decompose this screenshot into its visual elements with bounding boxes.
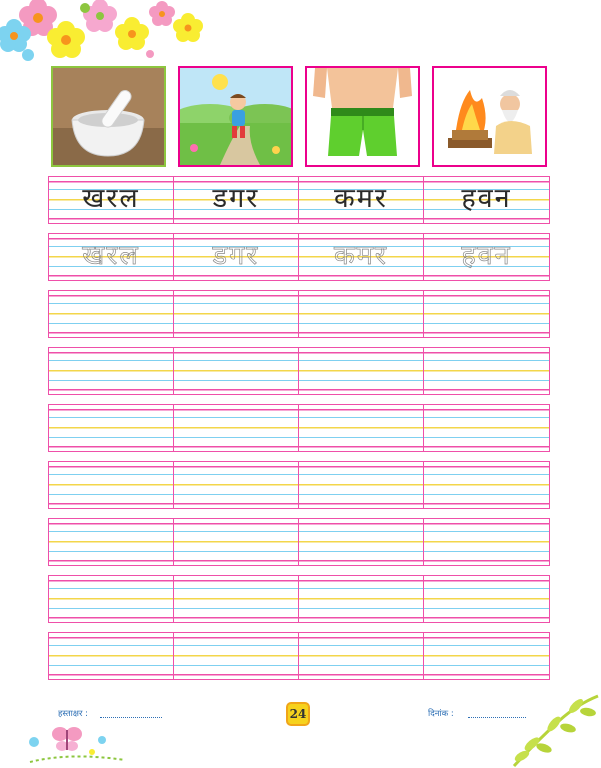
flower-icon [0, 0, 203, 61]
practice-row[interactable] [48, 347, 550, 395]
word-cell [49, 177, 174, 223]
trace-cell[interactable] [174, 234, 299, 280]
practice-cell[interactable] [174, 405, 299, 451]
trace-word: कमर [334, 239, 388, 271]
practice-cell[interactable] [424, 291, 549, 337]
model-word-row [48, 176, 550, 224]
model-word: हवन [461, 182, 512, 214]
waist-shorts-image [305, 66, 420, 167]
trace-word: डगर [212, 239, 260, 271]
practice-cell[interactable] [174, 348, 299, 394]
vine-decoration [508, 690, 601, 768]
trace-word: खरल [82, 239, 140, 271]
practice-cell[interactable] [49, 462, 174, 508]
practice-cell[interactable] [174, 576, 299, 622]
practice-cell[interactable] [299, 348, 424, 394]
practice-cell[interactable] [49, 576, 174, 622]
trace-cell[interactable] [299, 234, 424, 280]
boy-on-path-image [178, 66, 293, 167]
practice-row[interactable] [48, 404, 550, 452]
practice-cell[interactable] [299, 576, 424, 622]
practice-cell[interactable] [299, 633, 424, 679]
practice-cell[interactable] [174, 291, 299, 337]
model-word: डगर [212, 182, 260, 214]
practice-cell[interactable] [299, 519, 424, 565]
practice-cell[interactable] [174, 633, 299, 679]
practice-cell[interactable] [299, 291, 424, 337]
practice-cell[interactable] [174, 519, 299, 565]
practice-row[interactable] [48, 575, 550, 623]
signature-line[interactable] [100, 717, 162, 718]
page-number: 24 [289, 707, 307, 721]
trace-word-row[interactable] [48, 233, 550, 281]
practice-cell[interactable] [424, 405, 549, 451]
word-cell [299, 177, 424, 223]
signature-label: हस्ताक्षर : [58, 709, 89, 719]
practice-cell[interactable] [299, 462, 424, 508]
mortar-pestle-image [51, 66, 166, 167]
model-word: खरल [82, 182, 140, 214]
practice-row[interactable] [48, 461, 550, 509]
page-number-badge [286, 702, 310, 726]
word-cell [174, 177, 299, 223]
practice-cell[interactable] [424, 576, 549, 622]
trace-cell[interactable] [424, 234, 549, 280]
practice-row[interactable] [48, 632, 550, 680]
practice-cell[interactable] [424, 462, 549, 508]
model-word: कमर [334, 182, 388, 214]
practice-cell[interactable] [424, 633, 549, 679]
flower-decoration [0, 0, 230, 70]
practice-row[interactable] [48, 518, 550, 566]
word-cell [424, 177, 549, 223]
practice-cell[interactable] [49, 405, 174, 451]
butterfly-icon [29, 727, 125, 762]
practice-cell[interactable] [424, 519, 549, 565]
practice-cell[interactable] [49, 519, 174, 565]
trace-cell[interactable] [49, 234, 174, 280]
practice-cell[interactable] [299, 405, 424, 451]
practice-cell[interactable] [174, 462, 299, 508]
practice-cell[interactable] [424, 348, 549, 394]
practice-cell[interactable] [49, 291, 174, 337]
leaf-vine-icon [513, 696, 598, 766]
practice-row[interactable] [48, 290, 550, 338]
practice-cell[interactable] [49, 633, 174, 679]
trace-word: हवन [461, 239, 512, 271]
practice-cell[interactable] [49, 348, 174, 394]
havan-sage-image [432, 66, 547, 167]
date-label: दिनांक : [428, 709, 454, 719]
butterfly-decoration [20, 722, 130, 766]
